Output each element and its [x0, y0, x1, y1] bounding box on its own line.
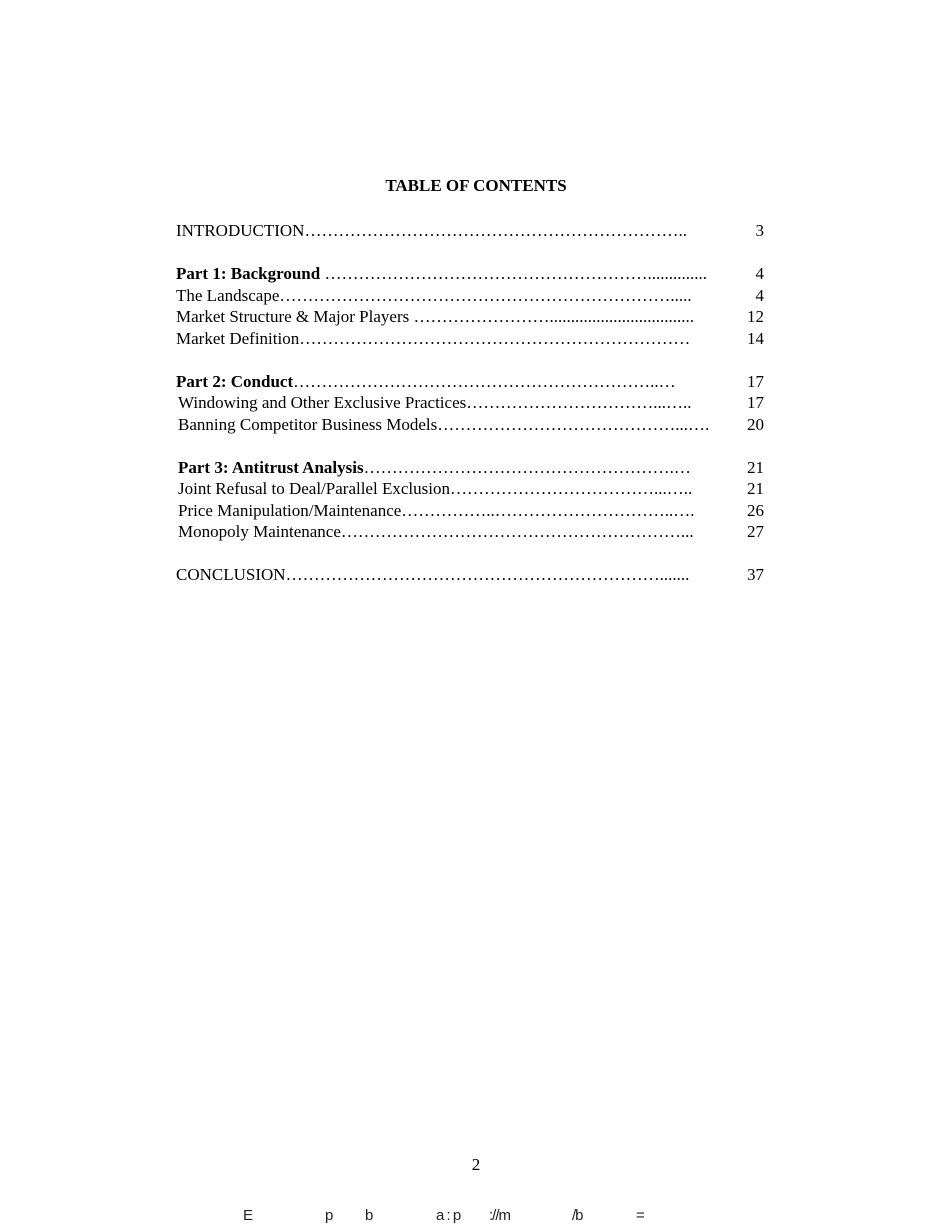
footer-fragment: E — [243, 1207, 253, 1224]
toc-entry-introduction — [176, 220, 764, 242]
toc-entry-conclusion — [176, 564, 764, 586]
toc-leader: ……………..…………………………..…. — [401, 501, 695, 520]
footer-fragment: p — [325, 1207, 333, 1224]
footer-fragment: = — [636, 1207, 644, 1224]
toc-entry-label: Part 2: Conduct — [176, 372, 294, 391]
toc-entry-market-definition — [176, 328, 764, 350]
toc-leader: …………………….................................. — [409, 307, 694, 326]
toc-entry-label: INTRODUCTION — [176, 221, 305, 240]
toc-entry-label: CONCLUSION — [176, 565, 286, 584]
toc-entry-windowing — [178, 392, 764, 414]
toc-page-number: 3 — [755, 221, 764, 240]
toc-leader: ………………………………………………………….. — [304, 221, 687, 240]
toc-page-number: 4 — [755, 286, 764, 305]
toc-page-number: 37 — [747, 565, 764, 584]
toc-page-number: 20 — [747, 415, 764, 434]
toc-page-number: 21 — [747, 458, 764, 477]
toc-page-number: 4 — [755, 264, 764, 283]
toc-page-number: 12 — [747, 307, 764, 326]
toc-leader: ………………………………………………………..… — [293, 372, 676, 391]
toc-entry-label: Joint Refusal to Deal/Parallel Exclusion — [178, 479, 450, 498]
page-number: 2 — [471, 1155, 481, 1174]
toc-leader: ………………………………...….. — [449, 479, 693, 498]
footer-fragment: b — [365, 1207, 373, 1224]
toc-page-number: 27 — [747, 522, 764, 541]
footer-fragment: /b — [572, 1207, 583, 1224]
toc-entry-label: Part 3: Antitrust Analysis — [178, 458, 364, 477]
toc-page-number: 17 — [747, 393, 764, 412]
toc-entry-label: Price Manipulation/Maintenance — [178, 501, 402, 520]
toc-entry-joint-refusal — [178, 478, 764, 500]
toc-leader: ……………………………………………………... — [340, 522, 694, 541]
toc-entry-market-structure — [176, 306, 764, 328]
toc-entry-banning-competitor — [178, 414, 764, 436]
toc-entry-label: Monopoly Maintenance — [178, 522, 341, 541]
toc-entry-label: The Landscape — [176, 286, 280, 305]
toc-entry-part-2-conduct — [176, 371, 764, 393]
footer-fragment: a : p — [436, 1207, 461, 1224]
toc-entry-label: Market Definition — [176, 329, 300, 348]
toc-leader: ……………………………………………………………..... — [279, 286, 692, 305]
toc-entry-label: Windowing and Other Exclusive Practices — [178, 393, 467, 412]
toc-page-number: 17 — [747, 372, 764, 391]
toc-entry-monopoly-maintenance — [178, 521, 764, 543]
toc-page-number: 26 — [747, 501, 764, 520]
toc-leader: ……………………………………...…. — [437, 415, 710, 434]
footer-fragment: ://m — [489, 1207, 510, 1224]
toc-entry-label: Banning Competitor Business Models — [178, 415, 438, 434]
toc-leader: …………………………………………………………....... — [285, 565, 690, 584]
toc-title: TABLE OF CONTENTS — [385, 176, 567, 195]
toc-leader: ……………………………………………….… — [363, 458, 691, 477]
toc-leader: ………………………………………………….............. — [320, 264, 707, 283]
toc-entry-part-1-background — [176, 263, 764, 285]
toc-entry-the-landscape — [176, 285, 764, 307]
toc-entry-label: Part 1: Background — [176, 264, 321, 283]
toc-entry-label: Market Structure & Major Players — [176, 307, 410, 326]
toc-leader: …………………………………………………………… — [299, 329, 691, 348]
toc-entry-price-manipulation — [178, 500, 764, 522]
toc-page-number: 21 — [747, 479, 764, 498]
toc-page-number: 14 — [747, 329, 764, 348]
toc-leader: ……………………………...….. — [466, 393, 692, 412]
toc-entry-part-3-antitrust — [178, 457, 764, 479]
